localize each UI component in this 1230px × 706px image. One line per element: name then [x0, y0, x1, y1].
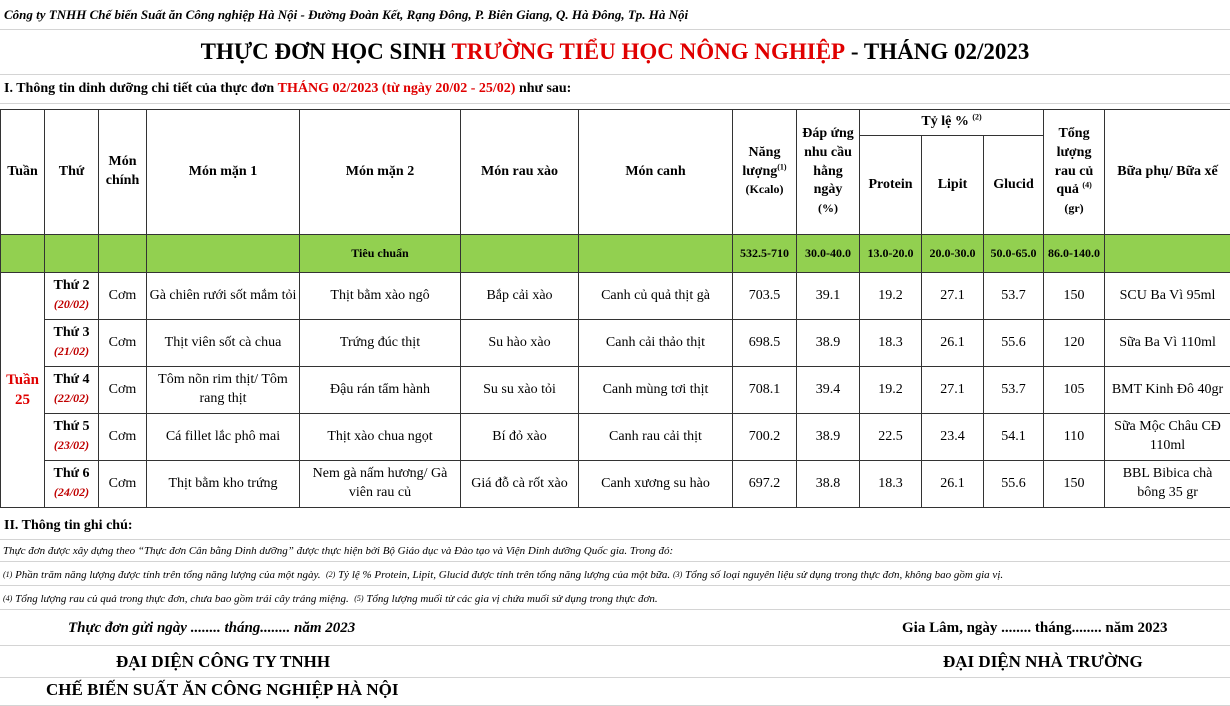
table-row [1, 273, 1230, 320]
day-date: (20/02) [53, 297, 90, 311]
stirfry: Su hào xào [461, 320, 579, 367]
table-row [1, 414, 1230, 461]
title-suffix: - THÁNG 02/2023 [850, 39, 1030, 64]
section1-prefix: I. Thông tin dinh dưỡng chi tiết của thực đơn [4, 81, 275, 96]
note5-text: Tổng lượng muối từ các gia vị chứa muối sử dụng trong thực đơn. [366, 592, 658, 605]
page-title [0, 30, 1230, 75]
note-line-3: (4) Tổng lượng rau củ quả trong thực đơn, chưa bao gồm trái cây tráng miệng. (5) Tổng lượng muối từ các gia vị chứa muối sử dụng trong thực đơn. [0, 588, 1230, 610]
veg: 105 [1044, 367, 1105, 414]
col-energy-unit: (Kcalo) [745, 182, 784, 197]
day-name: Thứ 3 [53, 325, 90, 341]
col-meet [797, 110, 860, 235]
col-veg-note: (4) [1082, 180, 1092, 190]
soup: Canh rau cải thịt [579, 414, 733, 461]
savory2: Thịt bằm xào ngô [300, 273, 461, 320]
protein: 19.2 [860, 367, 922, 414]
col-energy-label: Năng lượng [742, 144, 781, 179]
veg: 120 [1044, 320, 1105, 367]
title-prefix: THỰC ĐƠN HỌC SINH [200, 39, 446, 64]
week-label: Tuần 25 [1, 273, 45, 508]
glucid: 55.6 [984, 461, 1044, 508]
veg: 110 [1044, 414, 1105, 461]
table-row [1, 367, 1230, 414]
day-date: (21/02) [53, 344, 90, 358]
day-name: Thứ 2 [53, 278, 90, 294]
col-ratio-note: (2) [972, 112, 982, 122]
standard-energy: 532.5-710 [733, 235, 797, 273]
day-date: (24/02) [53, 485, 90, 499]
snack: BMT Kinh Đô 40gr [1105, 367, 1230, 414]
col-meet-unit: (%) [818, 201, 838, 216]
main-dish: Cơm [99, 320, 147, 367]
school-rep-title: ĐẠI DIỆN NHÀ TRƯỜNG [943, 652, 1143, 671]
place-date: Gia Lâm, ngày ........ tháng........ năm 2023 [902, 620, 1168, 636]
main-dish: Cơm [99, 461, 147, 508]
company-info: Công ty TNHH Chế biến Suất ăn Công nghiệp Hà Nội - Đường Đoàn Kết, Rạng Đông, P. Biên Giang, Q. Hà Đông, Tp. Hà Nội [0, 0, 1230, 30]
day-date: (23/02) [53, 438, 90, 452]
savory2: Nem gà nấm hương/ Gà viên rau củ [300, 461, 461, 508]
day-cell [45, 461, 99, 508]
section1-suffix: như sau: [518, 81, 572, 96]
main-dish: Cơm [99, 367, 147, 414]
standard-glucid: 50.0-65.0 [984, 235, 1044, 273]
snack: SCU Ba Vì 95ml [1105, 273, 1230, 320]
col-lipit: Lipit [922, 136, 984, 235]
savory1: Thịt viên sốt cà chua [147, 320, 300, 367]
company-rep-name: CHẾ BIẾN SUẤT ĂN CÔNG NGHIỆP HÀ NỘI [46, 680, 399, 699]
protein: 22.5 [860, 414, 922, 461]
title-school: TRƯỜNG TIỂU HỌC NÔNG NGHIỆP [451, 39, 846, 64]
col-veg-label: Tổng lượng rau củ quả [1054, 125, 1094, 198]
note1-text: Phần trăm năng lượng được tính trên tổng năng lượng của một ngày. [15, 568, 321, 581]
glucid: 54.1 [984, 414, 1044, 461]
col-soup: Món canh [579, 110, 733, 235]
table-row [1, 320, 1230, 367]
table-row [1, 461, 1230, 508]
section1-heading [0, 75, 1230, 104]
savory1: Tôm nõn rim thịt/ Tôm rang thịt [147, 367, 300, 414]
standard-lipit: 20.0-30.0 [922, 235, 984, 273]
lipit: 27.1 [922, 367, 984, 414]
energy: 697.2 [733, 461, 797, 508]
col-meet-label: Đáp ứng nhu cầu hằng ngày [802, 125, 854, 198]
glucid: 55.6 [984, 320, 1044, 367]
lipit: 27.1 [922, 273, 984, 320]
note-line-2: (1) Phần trăm năng lượng được tính trên tổng năng lượng của một ngày. (2) Tỷ lệ % Protein, Lipit, Glucid được tính trên tổng năng lượng của một bữa. (3) Tổng số loại nguyên liệu sử dụng trong thực đơn, không bao gồm gia vị. [0, 564, 1230, 586]
note4-text: Tổng lượng rau củ quả trong thực đơn, chưa bao gồm trái cây tráng miệng. [15, 592, 349, 605]
standard-meet: 30.0-40.0 [797, 235, 860, 273]
savory1: Thịt bằm kho trứng [147, 461, 300, 508]
snack: Sữa Ba Vì 110ml [1105, 320, 1230, 367]
header-row-1 [1, 110, 1230, 136]
note-line-1: Thực đơn được xây dựng theo “Thực đơn Cân bằng Dinh dưỡng” được thực hiện bởi Bộ Giáo dục và Đào tạo và Viện Dinh dưỡng Quốc gia. Trong đó: [0, 540, 1230, 562]
meet: 38.9 [797, 320, 860, 367]
company-rep-title: ĐẠI DIỆN CÔNG TY TNHH [116, 652, 331, 671]
day-cell [45, 320, 99, 367]
veg: 150 [1044, 273, 1105, 320]
standard-row [1, 235, 1230, 273]
section1-highlight: THÁNG 02/2023 (từ ngày 20/02 - 25/02) [277, 81, 516, 96]
protein: 19.2 [860, 273, 922, 320]
soup: Canh củ quả thịt gà [579, 273, 733, 320]
col-protein: Protein [860, 136, 922, 235]
section2-heading: II. Thông tin ghi chú: [0, 512, 1230, 540]
day-cell [45, 273, 99, 320]
snack: Sữa Mộc Châu CĐ 110ml [1105, 414, 1230, 461]
col-energy [733, 110, 797, 235]
standard-label: Tiêu chuẩn [300, 235, 461, 273]
col-veg [1044, 110, 1105, 235]
standard-protein: 13.0-20.0 [860, 235, 922, 273]
day-name: Thứ 5 [53, 419, 90, 435]
col-week: Tuần [1, 110, 45, 235]
menu-table [0, 109, 1230, 508]
lipit: 26.1 [922, 461, 984, 508]
energy: 703.5 [733, 273, 797, 320]
protein: 18.3 [860, 320, 922, 367]
savory1: Cá fillet lắc phô mai [147, 414, 300, 461]
note2-text: Tỷ lệ % Protein, Lipit, Glucid được tính trên tổng năng lượng của một bữa. [338, 568, 671, 581]
stirfry: Giá đỗ cà rốt xào [461, 461, 579, 508]
day-date: (22/02) [53, 391, 90, 405]
glucid: 53.7 [984, 367, 1044, 414]
sent-date: Thực đơn gửi ngày ........ tháng........ năm 2023 [68, 620, 356, 636]
savory2: Đậu rán tẩm hành [300, 367, 461, 414]
col-ratio [860, 110, 1044, 136]
col-ratio-label: Tỷ lệ % [921, 114, 969, 130]
note3-text: Tổng số loại nguyên liệu sử dụng trong thực đơn, không bao gồm gia vị. [685, 568, 1004, 581]
glucid: 53.7 [984, 273, 1044, 320]
day-cell [45, 367, 99, 414]
energy: 708.1 [733, 367, 797, 414]
col-main-dish: Món chính [99, 110, 147, 235]
savory1: Gà chiên rưới sốt mắm tỏi [147, 273, 300, 320]
day-cell [45, 414, 99, 461]
main-dish: Cơm [99, 414, 147, 461]
savory2: Thịt xào chua ngọt [300, 414, 461, 461]
stirfry: Su su xào tỏi [461, 367, 579, 414]
standard-veg: 86.0-140.0 [1044, 235, 1105, 273]
meet: 38.8 [797, 461, 860, 508]
veg: 150 [1044, 461, 1105, 508]
protein: 18.3 [860, 461, 922, 508]
soup: Canh cải thảo thịt [579, 320, 733, 367]
meet: 39.1 [797, 273, 860, 320]
snack: BBL Bibica chà bông 35 gr [1105, 461, 1230, 508]
soup: Canh xương su hào [579, 461, 733, 508]
main-dish: Cơm [99, 273, 147, 320]
stirfry: Bắp cải xào [461, 273, 579, 320]
lipit: 26.1 [922, 320, 984, 367]
soup: Canh mùng tơi thịt [579, 367, 733, 414]
lipit: 23.4 [922, 414, 984, 461]
day-name: Thứ 4 [53, 372, 90, 388]
col-snack: Bữa phụ/ Bữa xế [1105, 110, 1230, 235]
stirfry: Bí đỏ xào [461, 414, 579, 461]
day-name: Thứ 6 [53, 466, 90, 482]
energy: 698.5 [733, 320, 797, 367]
col-energy-note: (1) [777, 161, 787, 171]
meet: 38.9 [797, 414, 860, 461]
col-stirfry: Món rau xào [461, 110, 579, 235]
col-veg-unit: (gr) [1064, 201, 1084, 216]
energy: 700.2 [733, 414, 797, 461]
col-savory2: Món mặn 2 [300, 110, 461, 235]
meet: 39.4 [797, 367, 860, 414]
col-glucid: Glucid [984, 136, 1044, 235]
col-savory1: Món mặn 1 [147, 110, 300, 235]
col-day: Thứ [45, 110, 99, 235]
savory2: Trứng đúc thịt [300, 320, 461, 367]
